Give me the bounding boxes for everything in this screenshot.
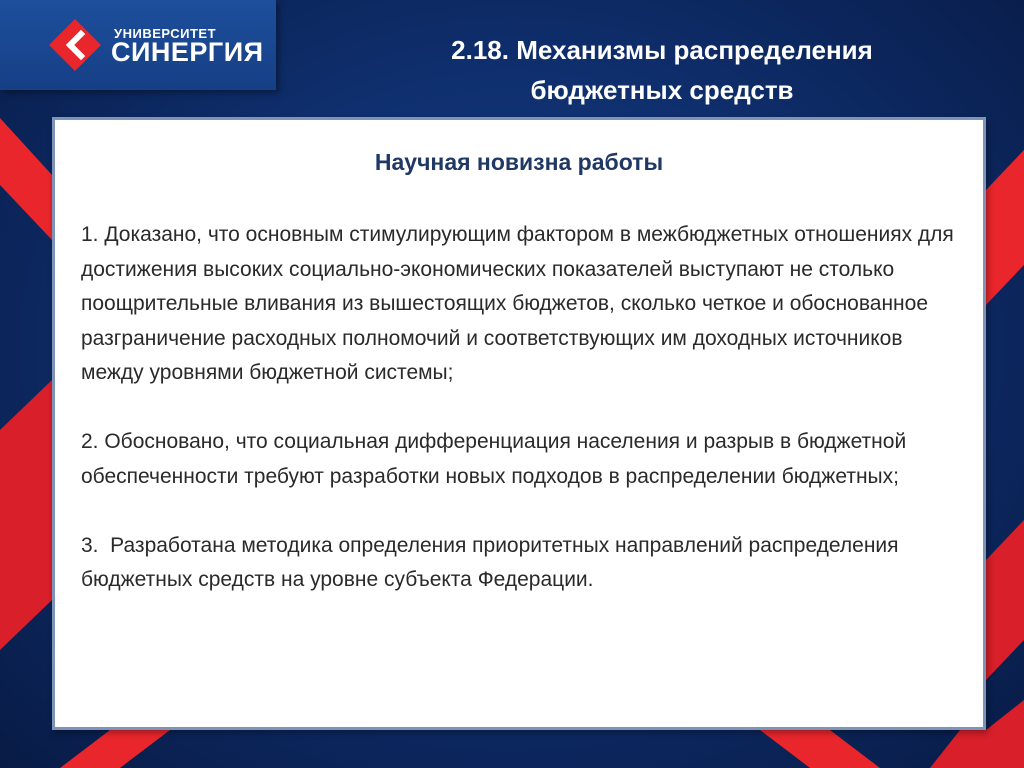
content-body [81, 218, 971, 598]
logo-box [0, 0, 276, 90]
content-panel [52, 117, 986, 730]
left-red-chevron-top [0, 118, 52, 240]
novelty-item-1: 1. Доказано, что основным стимулирующим фактором в межбюджетных отношениях для достижения высоких социально-экономических показателей выступают не столько поощрительные вливания из вышестоящих бюджетов, сколько четкое и обоснованное разграничение расходных полномочий и соответствующих им доходных источников между уровнями бюджетной системы; [81, 223, 960, 384]
content-heading: Научная новизна работы [374, 149, 664, 175]
bottom-red-stripe-left [60, 730, 170, 768]
chevron-left-icon [47, 17, 103, 73]
logo-text-synergy: СИНЕРГИЯ [111, 37, 264, 67]
bottom-red-stripe-right [760, 730, 880, 768]
slide-title [362, 30, 962, 110]
slide-title-line-1: 2.18. Механизмы распределения [451, 35, 873, 65]
logo-text-university: УНИВЕРСИТЕТ [114, 26, 217, 41]
slide-title-line-2: бюджетных средств [530, 75, 794, 105]
left-red-chevron-bottom [0, 380, 52, 650]
right-red-chevron-bottom [986, 520, 1024, 680]
novelty-item-3: 3. Разработана методика определения приоритетных направлений распределения бюджетных средств на уровне субъекта Федерации. [81, 533, 905, 591]
right-red-chevron-top [986, 150, 1024, 305]
novelty-item-2: 2. Обосновано, что социальная дифференциация населения и разрыв в бюджетной обеспеченности требуют разработки новых подходов в распределении бюджетных; [81, 430, 913, 488]
